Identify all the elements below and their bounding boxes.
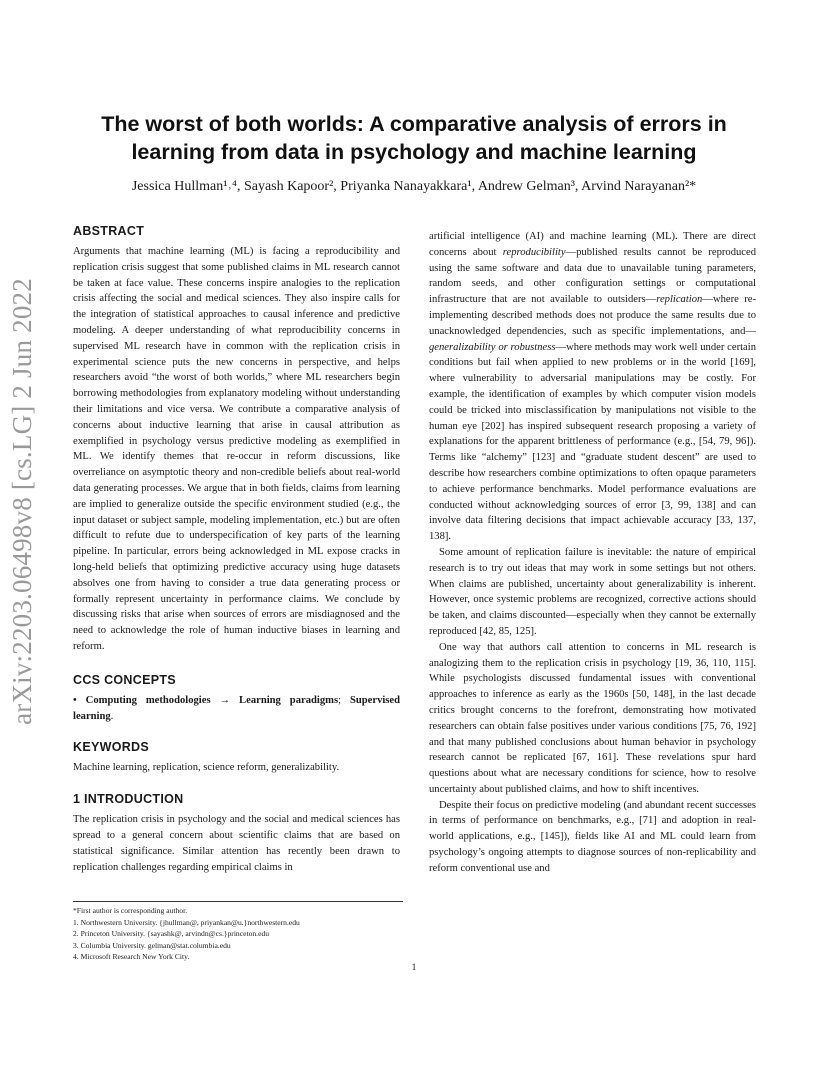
- intro-heading: 1 INTRODUCTION: [73, 792, 184, 807]
- intro-paragraph-2: [429, 229, 756, 545]
- right-column: [429, 229, 756, 877]
- term-generalizability: generalizability or robustness: [429, 341, 556, 353]
- arxiv-watermark-text: arXiv:2203.06498v8 [cs.LG] 2 Jun 2022: [6, 277, 37, 725]
- abstract-text: Arguments that machine learning (ML) is facing a reproducibility and replication crisis suggest that some published claims in ML research cannot be taken at face value. These concerns inspire analogies to the replication crisis affecting the social and medical sciences. They also inspire calls for the integration of statistical approaches to causal inference and predictive modeling. A deeper understanding of what reproducibility concerns in supervised ML research have in common with the replication crisis in experimental science puts the new concerns in perspective, and helps researchers avoid “the worst of both worlds,” where ML researchers begin borrowing methodologies from explanatory modeling without understanding their limitations and vice versa. We contribute a comparative analysis of concerns about inductive learning that arise in causal attribution as exemplified in psychology versus predictive modeling as exemplified in ML. We identify themes that re-occur in reform discussions, like overreliance on asymptotic theory and non-credible beliefs about real-world data generating processes. We argue that in both fields, claims from learning are implied to generalize outside the specific environment studied (e.g., the input dataset or subject sample, modeling implementation, etc.) but are often difficult to refute due to underspecification of key parts of the learning pipeline. In particular, errors being acknowledged in ML expose cracks in long-held beliefs that optimizing predictive accuracy using huge datasets absolves one from having to consider a true data generating process or formally represent uncertainty in performance claims. We conclude by discussing risks that arise when sources of errors are misdiagnosed and the need to acknowledge the role of human inductive biases in learning and reform.: [73, 246, 400, 652]
- ccs-concept: Computing methodologies → Learning paradigms: [85, 694, 339, 706]
- ccs-separator: ;: [338, 694, 350, 706]
- term-reproducibility: reproducibility: [502, 246, 566, 258]
- keywords-text: Machine learning, replication, science reform, generalizability.: [73, 762, 340, 774]
- abstract-heading: ABSTRACT: [73, 224, 145, 238]
- paper-title: The worst of both worlds: A comparative analysis of errors in learning from data in psychology and machine learning: [101, 112, 727, 164]
- para-text: —published results cannot be reproduced using the same software and data due to unavailable tuning parameters, random seeds, and other configuration settings or computational infrastructure that are not available to outsiders—: [429, 246, 756, 306]
- left-column: [73, 222, 400, 875]
- intro-paragraph-5: Despite their focus on predictive modeling (and abundant recent successes in terms of performance on benchmarks, e.g., [71] and adoption in real-world applications, e.g., [145]), fields like AI and ML could learn from psychology’s ongoing attempts to diagnose sources of non-replicability and reform conventional use and: [429, 799, 756, 874]
- intro-paragraph-4: One way that authors call attention to concerns in ML research is analogizing them to the replication crisis in psychology [19, 36, 110, 115]. While psychologists discussed fundamental issues with conventional approaches to inference as early as the 1960s [50, 148], in the last decade critics brought concerns to the forefront, demonstrating how motivated researchers can obtain false positives under various conditions [75, 76, 192] and that many published conclusions about human behavior in psychology research cannot be replicated [67, 161]. These revelations spur hard questions about what are necessary conditions for science, how to resolve uncertainty about published claims, and how to shift incentives.: [429, 641, 756, 795]
- footnote-corresponding: *First author is corresponding author.: [73, 906, 188, 915]
- para-text: —where methods may work well under certain conditions but fail when applied to new problems or in the world [169], where vulnerability to adversarial manipulations may be costly. For example, the identification of examples by which computer vision models could be tricked into misclassification by manipulations not visible to the human eye [202] has inspired subsequent research proposing a variety of explanations for the apparent brittleness of performance (e.g., [54, 79, 96]). Terms like “alchemy” [123] and “graduate student descent” are used to describe how researchers combine optimizations to often opaque parameters to achieve performance benchmarks. Model performance evaluations are conducted without acknowledging sources of error [3, 99, 138] and can involve data filtering decisions that impact achievable accuracy [33, 137, 138].: [429, 341, 756, 543]
- footnotes: [73, 901, 403, 963]
- para-text: —where re-implementing described methods does not produce the same results due to unacknowledged dependencies, such as specific implementations, and—: [429, 294, 756, 337]
- term-replication: replication: [656, 294, 703, 306]
- ccs-concepts: [73, 693, 400, 725]
- page-number: 1: [411, 963, 417, 973]
- intro-paragraph-1: The replication crisis in psychology and the social and medical sciences has spread to a general concern about scientific claims that are based on statistical significance. Similar attention has recently been drawn to replication challenges regarding empirical claims in: [73, 814, 400, 873]
- footnote-affiliation-1: 1. Northwestern University. {jhullman@, priyankan@u.}northwestern.edu: [73, 917, 300, 927]
- author-list: Jessica Hullman¹˒⁴, Sayash Kapoor², Priyanka Nanayakkara¹, Andrew Gelman³, Arvind Narayanan²*: [131, 179, 697, 194]
- footnote-affiliation-2: 2. Princeton University. {sayashk@, arvindn@cs.}princeton.edu: [73, 929, 270, 938]
- footnote-affiliation-4: 4. Microsoft Research New York City.: [73, 952, 190, 961]
- ccs-subconcept: Supervised learning: [73, 694, 401, 722]
- arxiv-watermark: [4, 262, 40, 740]
- ccs-heading: CCS CONCEPTS: [73, 672, 176, 687]
- para-text: artificial intelligence (AI) and machine learning (ML). There are direct concerns about: [429, 231, 756, 258]
- ccs-bullet: •: [73, 694, 86, 706]
- footnote-affiliation-3: 3. Columbia University. gelman@stat.columbia.edu: [73, 940, 231, 950]
- intro-paragraph-3: Some amount of replication failure is inevitable: the nature of empirical research is to try out ideas that may work in some settings but not others. When claims are published, uncertainty about generalizability is inherent. However, once systemic problems are recognized, corrective actions should be taken, and claims discounted—especially when they cannot be externally reproduced [42, 85, 125].: [429, 546, 756, 637]
- ccs-end: .: [110, 710, 114, 722]
- keywords-heading: KEYWORDS: [73, 740, 150, 755]
